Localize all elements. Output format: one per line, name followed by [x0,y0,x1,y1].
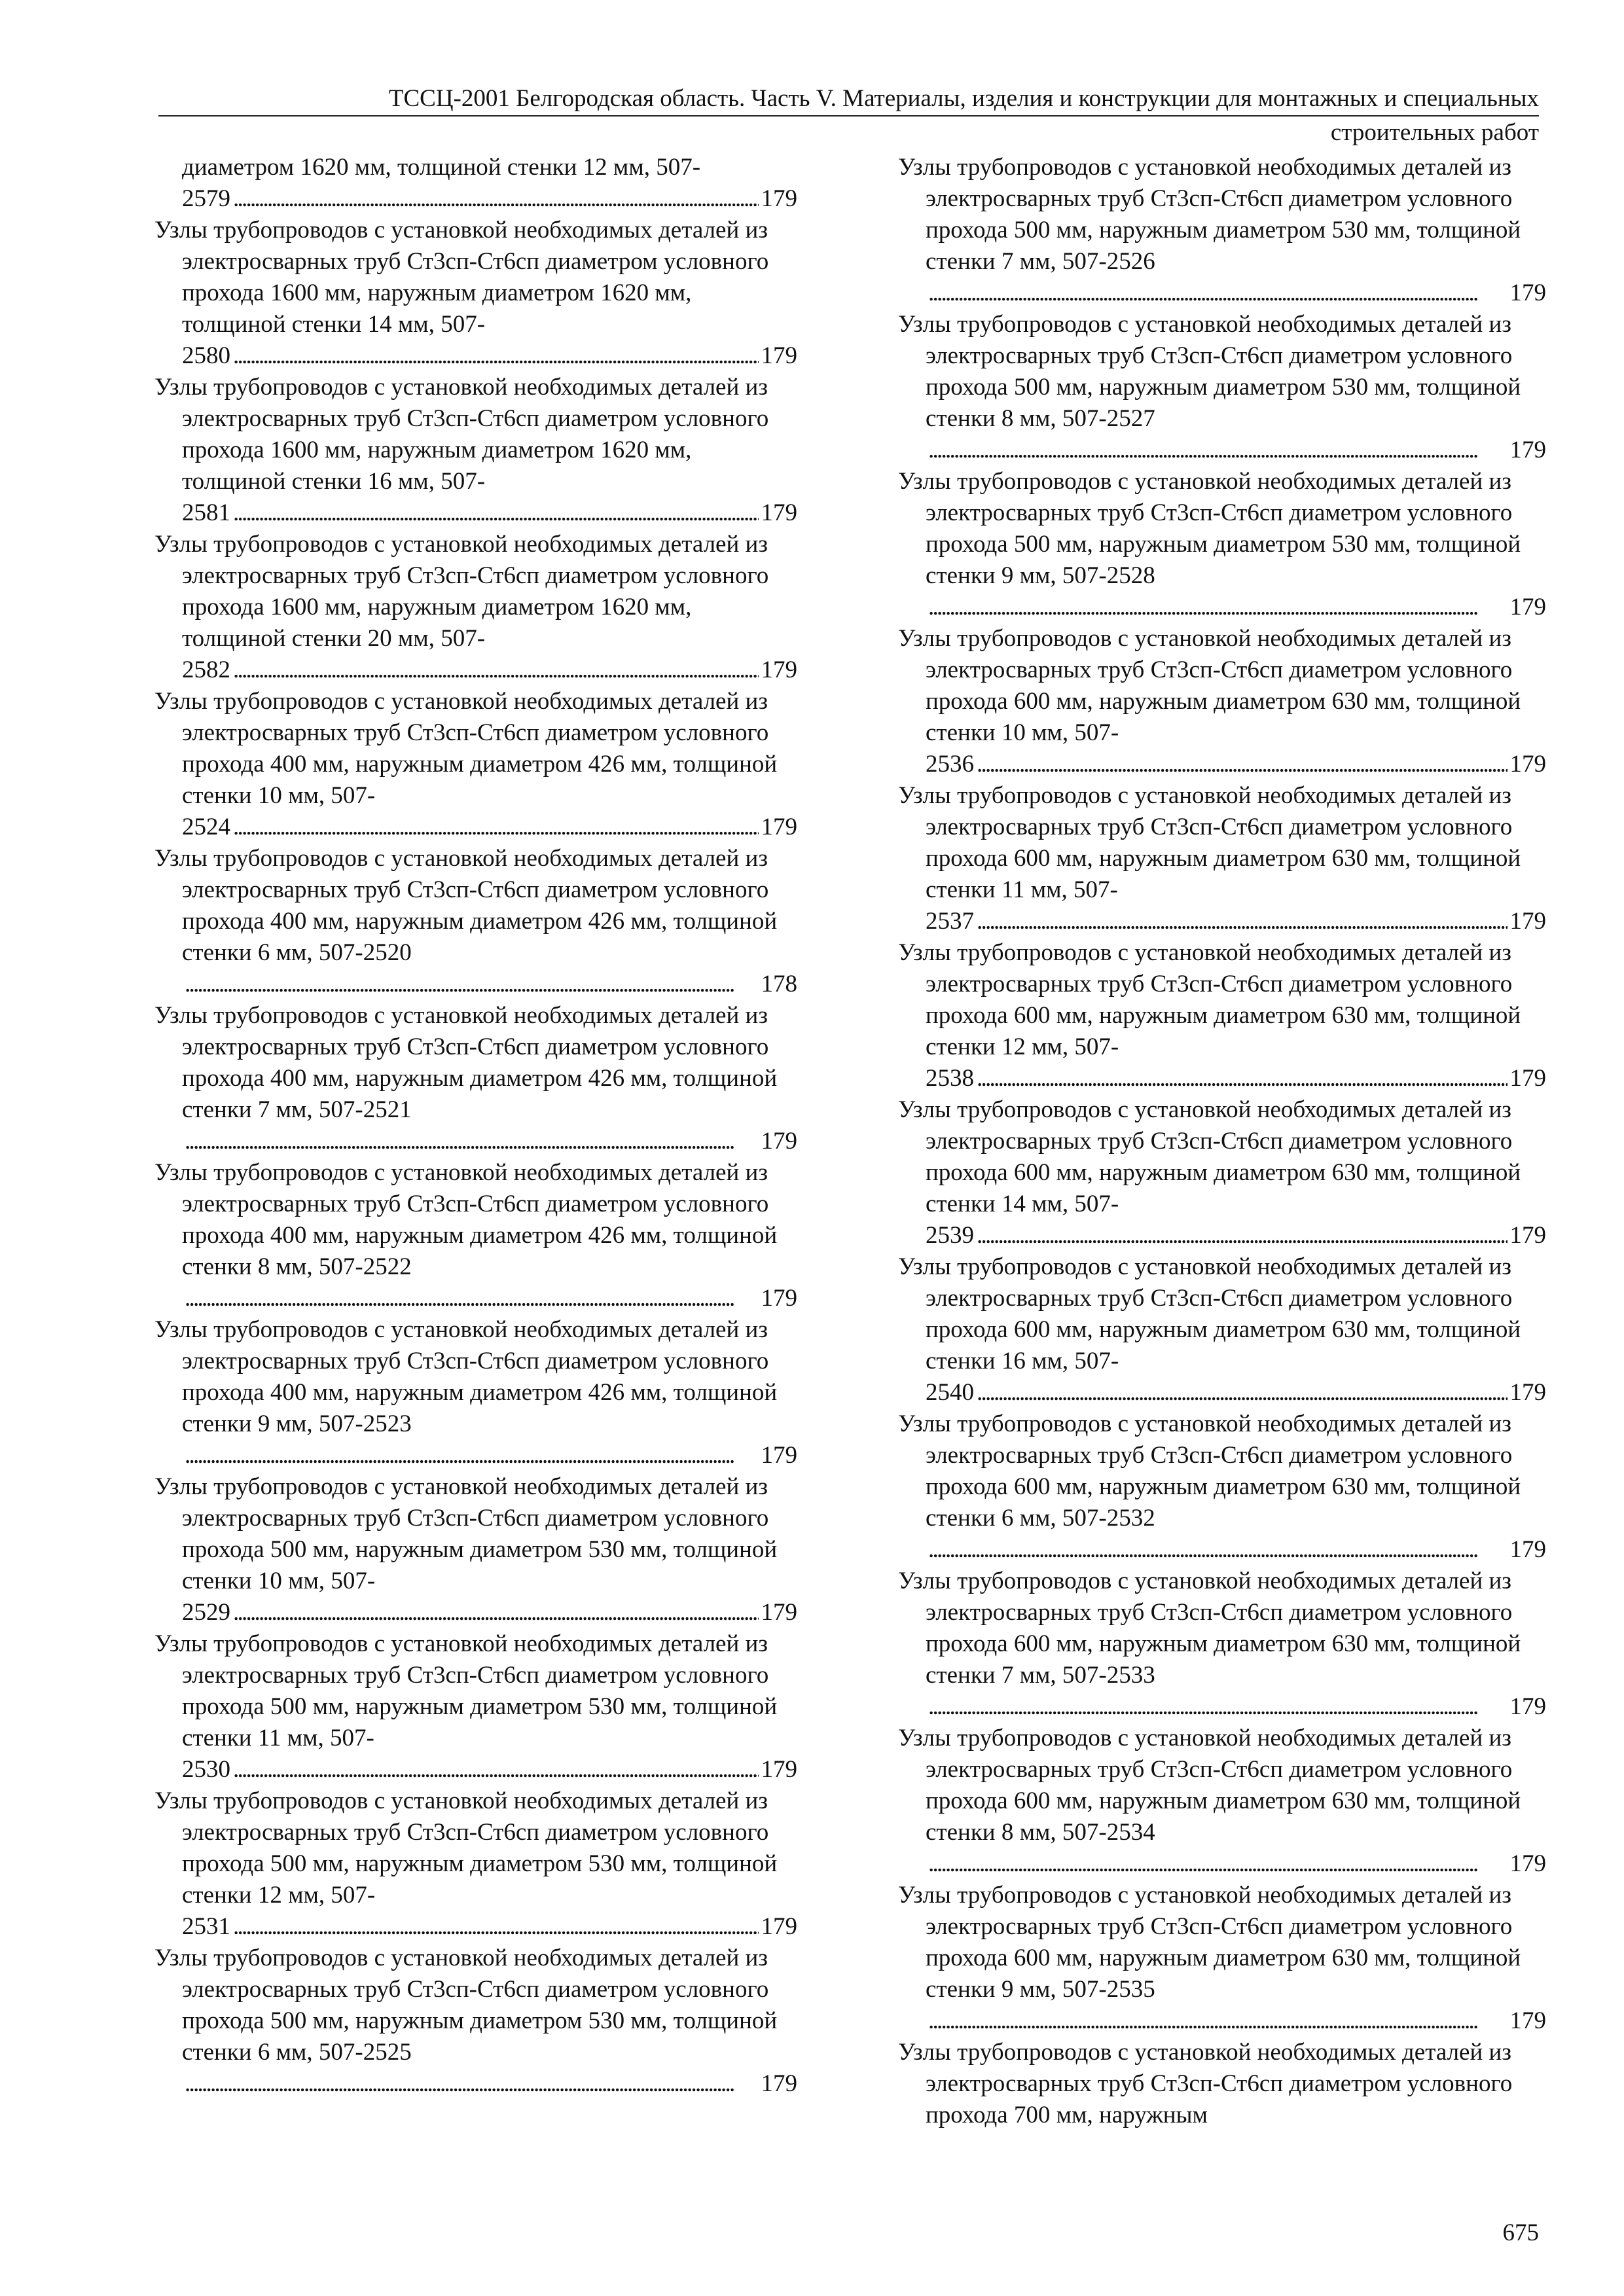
index-entry-title: Узлы трубопроводов с установкой необходимых деталей из электросварных труб Ст3сп-Ст6сп диаметром условного прохода 400 мм, наружным диаметром 426 мм, толщиной стенки 7 мм, 507-2521 [154,1002,778,1123]
index-entry [898,1251,1546,1408]
running-header: ТССЦ-2001 Белгородская область. Часть V. Материалы, изделия и конструкции для монтажных и специальных [388,85,1539,112]
index-entry [898,1723,1546,1880]
index-column-right [898,152,1546,2131]
index-entry-leader [154,812,797,843]
index-entry [898,623,1546,780]
index-entry-code: 2579 [182,185,230,212]
index-entry [898,2037,1546,2131]
index-entry-title: Узлы трубопроводов с установкой необходимых деталей из электросварных труб Ст3сп-Ст6сп диаметром условного прохода 600 мм, наружным диаметром 630 мм, толщиной стенки 10 мм, 507- [898,625,1521,746]
index-entry-page: 179 [761,1756,797,1783]
index-entry-title: Узлы трубопроводов с установкой необходимых деталей из электросварных труб Ст3сп-Ст6сп диаметром условного прохода 600 мм, наружным диаметром 630 мм, толщиной стенки 6 мм, 507-2532 [898,1410,1521,1532]
index-entry-page: 179 [1509,1693,1546,1720]
index-entry-title: Узлы трубопроводов с установкой необходимых деталей из электросварных труб Ст3сп-Ст6сп диаметром условного прохода 400 мм, наружным диаметром 426 мм, толщиной стенки 9 мм, 507-2523 [154,1316,778,1437]
index-entry [154,1471,797,1628]
dot-leader [185,2068,759,2100]
index-entry-code: 2539 [926,1222,974,1249]
index-entry-leader [154,1126,797,1157]
index-entry-leader [898,1063,1546,1094]
index-entry-title: Узлы трубопроводов с установкой необходимых деталей из электросварных труб Ст3сп-Ст6сп диаметром условного прохода 500 мм, наружным диаметром 530 мм, толщиной стенки 12 мм, 507- [154,1787,778,1909]
index-entry-title: Узлы трубопроводов с установкой необходимых деталей из электросварных труб Ст3сп-Ст6сп диаметром условного прохода 500 мм, наружным диаметром 530 мм, толщиной стенки 11 мм, 507- [154,1630,778,1751]
index-entry-leader [898,749,1546,780]
index-entry-title: Узлы трубопроводов с установкой необходимых деталей из электросварных труб Ст3сп-Ст6сп диаметром условного прохода 600 мм, наружным диаметром 630 мм, толщиной стенки 12 мм, 507- [898,939,1521,1060]
index-entry-page: 179 [761,2070,797,2097]
index-entry-title: Узлы трубопроводов с установкой необходимых деталей из электросварных труб Ст3сп-Ст6сп диаметром условного прохода 400 мм, наружным диаметром 426 мм, толщиной стенки 10 мм, 507- [154,688,778,809]
index-entry [154,843,797,1000]
index-entry [898,1094,1546,1251]
index-entry-title: Узлы трубопроводов с установкой необходимых деталей из электросварных труб Ст3сп-Ст6сп диаметром условного прохода 1600 мм, наружным диаметром 1620 мм, толщиной стенки 20 мм, 507- [154,531,769,652]
dot-leader [928,1848,1507,1880]
index-entry-leader [898,1534,1546,1566]
index-entry [898,780,1546,937]
index-entry [154,1628,797,1785]
index-entry-code: 2580 [182,342,230,369]
index-entry-leader [898,1691,1546,1723]
index-entry-leader [154,183,797,215]
index-entry [154,152,797,215]
index-entry-code: 2530 [182,1756,230,1783]
dot-leader [928,1534,1507,1566]
index-entry-page: 179 [761,185,797,212]
index-entry-code: 2538 [926,1065,974,1092]
index-entry-leader [898,906,1546,937]
dot-leader [233,1754,759,1785]
index-entry-leader [154,1754,797,1785]
index-entry-code: 2537 [926,908,974,935]
index-entry-code: 2531 [182,1913,230,1940]
index-entry-title: Узлы трубопроводов с установкой необходимых деталей из электросварных труб Ст3сп-Ст6сп диаметром условного прохода 600 мм, наружным диаметром 630 мм, толщиной стенки 9 мм, 507-2535 [898,1882,1521,2003]
index-entry-page: 179 [1509,1536,1546,1563]
index-entry-page: 179 [761,1442,797,1469]
dot-leader [233,183,759,215]
index-entry-title: Узлы трубопроводов с установкой необходимых деталей из электросварных труб Ст3сп-Ст6сп диаметром условного прохода 500 мм, наружным диаметром 530 мм, толщиной стенки 9 мм, 507-2528 [898,468,1521,589]
dot-leader [233,340,759,372]
index-entry-title: Узлы трубопроводов с установкой необходимых деталей из электросварных труб Ст3сп-Ст6сп диаметром условного прохода 600 мм, наружным диаметром 630 мм, толщиной стенки 14 мм, 507- [898,1096,1521,1217]
index-entry [154,1157,797,1314]
index-entry-leader [898,278,1546,309]
dot-leader [977,1063,1507,1094]
index-entry-page: 178 [761,971,797,997]
index-entry-title: Узлы трубопроводов с установкой необходимых деталей из электросварных труб Ст3сп-Ст6сп диаметром условного прохода 700 мм, наружным [898,2039,1513,2128]
index-entry [898,937,1546,1094]
index-entry-title: Узлы трубопроводов с установкой необходимых деталей из электросварных труб Ст3сп-Ст6сп диаметром условного прохода 500 мм, наружным диаметром 530 мм, толщиной стенки 7 мм, 507-2526 [898,154,1521,275]
index-entry [898,309,1546,466]
dot-leader [928,592,1507,623]
dot-leader [928,2005,1507,2037]
index-column-left [154,152,797,2100]
index-entry [898,1408,1546,1566]
index-entry-leader [154,497,797,529]
index-entry-title: диаметром 1620 мм, толщиной стенки 12 мм, 507- [182,154,701,181]
index-entry [898,466,1546,623]
index-entry-page: 179 [1509,279,1546,306]
index-entry-page: 179 [1509,594,1546,620]
index-entry-code: 2536 [926,751,974,778]
dot-leader [233,812,759,843]
index-entry-leader [898,435,1546,466]
index-entry [898,1880,1546,2037]
index-entry-page: 179 [1509,751,1546,778]
index-entry-page: 179 [1509,2007,1546,2034]
index-entry-leader [898,1848,1546,1880]
index-entry-page: 179 [1509,437,1546,463]
index-entry-code: 2540 [926,1379,974,1406]
dot-leader [977,906,1507,937]
index-entry-leader [154,2068,797,2100]
index-entry-code: 2582 [182,656,230,683]
index-entry-leader [154,655,797,686]
dot-leader [977,749,1507,780]
index-entry [154,1000,797,1157]
index-entry-leader [898,1377,1546,1408]
index-entry-page: 179 [761,656,797,683]
header-rule [158,115,1539,117]
index-entry-page: 179 [1509,1850,1546,1877]
index-entry-leader [154,969,797,1000]
index-entry-leader [898,592,1546,623]
index-entry-title: Узлы трубопроводов с установкой необходимых деталей из электросварных труб Ст3сп-Ст6сп диаметром условного прохода 600 мм, наружным диаметром 630 мм, толщиной стенки 16 мм, 507- [898,1253,1521,1374]
index-entry-page: 179 [1509,1379,1546,1406]
page-number: 675 [1502,2219,1539,2246]
index-entry-leader [154,1911,797,1943]
dot-leader [185,969,759,1000]
dot-leader [233,1911,759,1943]
index-entry-page: 179 [761,1599,797,1626]
dot-leader [185,1283,759,1314]
index-entry-leader [154,340,797,372]
index-entry-title: Узлы трубопроводов с установкой необходимых деталей из электросварных труб Ст3сп-Ст6сп диаметром условного прохода 500 мм, наружным диаметром 530 мм, толщиной стенки 8 мм, 507-2527 [898,311,1521,432]
index-entry [154,529,797,686]
index-entry [154,1314,797,1471]
index-entry [154,215,797,372]
index-entry [154,1943,797,2100]
index-entry [898,1566,1546,1723]
index-entry-page: 179 [1509,908,1546,935]
running-header-continuation: строительных работ [1330,119,1539,146]
index-entry-page: 179 [761,814,797,840]
index-entry-leader [154,1283,797,1314]
dot-leader [185,1440,759,1471]
index-entry [898,152,1546,309]
dot-leader [928,435,1507,466]
index-entry [154,686,797,843]
index-entry-title: Узлы трубопроводов с установкой необходимых деталей из электросварных труб Ст3сп-Ст6сп диаметром условного прохода 600 мм, наружным диаметром 630 мм, толщиной стенки 7 мм, 507-2533 [898,1568,1521,1689]
dot-leader [977,1377,1507,1408]
index-entry-title: Узлы трубопроводов с установкой необходимых деталей из электросварных труб Ст3сп-Ст6сп диаметром условного прохода 400 мм, наружным диаметром 426 мм, толщиной стенки 8 мм, 507-2522 [154,1159,778,1280]
index-entry-leader [898,1220,1546,1251]
index-entry-page: 179 [761,1285,797,1312]
index-entry-code: 2529 [182,1599,230,1626]
index-entry-page: 179 [761,342,797,369]
index-entry-code: 2524 [182,814,230,840]
index-entry-title: Узлы трубопроводов с установкой необходимых деталей из электросварных труб Ст3сп-Ст6сп диаметром условного прохода 1600 мм, наружным диаметром 1620 мм, толщиной стенки 16 мм, 507- [154,374,769,495]
dot-leader [928,1691,1507,1723]
index-entry-title: Узлы трубопроводов с установкой необходимых деталей из электросварных труб Ст3сп-Ст6сп диаметром условного прохода 500 мм, наружным диаметром 530 мм, толщиной стенки 10 мм, 507- [154,1473,778,1594]
index-entry-title: Узлы трубопроводов с установкой необходимых деталей из электросварных труб Ст3сп-Ст6сп диаметром условного прохода 1600 мм, наружным диаметром 1620 мм, толщиной стенки 14 мм, 507- [154,217,769,338]
index-entry-page: 179 [761,1128,797,1155]
dot-leader [233,497,759,529]
index-entry-title: Узлы трубопроводов с установкой необходимых деталей из электросварных труб Ст3сп-Ст6сп диаметром условного прохода 400 мм, наружным диаметром 426 мм, толщиной стенки 6 мм, 507-2520 [154,845,778,966]
index-entry-page: 179 [1509,1222,1546,1249]
index-entry-title: Узлы трубопроводов с установкой необходимых деталей из электросварных труб Ст3сп-Ст6сп диаметром условного прохода 600 мм, наружным диаметром 630 мм, толщиной стенки 8 мм, 507-2534 [898,1725,1521,1846]
index-entry-page: 179 [761,1913,797,1940]
dot-leader [233,1597,759,1628]
index-entry [154,372,797,529]
index-entry-leader [898,2005,1546,2037]
index-entry-page: 179 [761,499,797,526]
index-entry-title: Узлы трубопроводов с установкой необходимых деталей из электросварных труб Ст3сп-Ст6сп диаметром условного прохода 500 мм, наружным диаметром 530 мм, толщиной стенки 6 мм, 507-2525 [154,1945,778,2066]
dot-leader [928,278,1507,309]
dot-leader [977,1220,1507,1251]
index-entry-title: Узлы трубопроводов с установкой необходимых деталей из электросварных труб Ст3сп-Ст6сп диаметром условного прохода 600 мм, наружным диаметром 630 мм, толщиной стенки 11 мм, 507- [898,782,1521,903]
index-entry-code: 2581 [182,499,230,526]
dot-leader [233,655,759,686]
index-entry-leader [154,1440,797,1471]
index-entry-leader [154,1597,797,1628]
index-entry-page: 179 [1509,1065,1546,1092]
index-entry [154,1785,797,1943]
dot-leader [185,1126,759,1157]
